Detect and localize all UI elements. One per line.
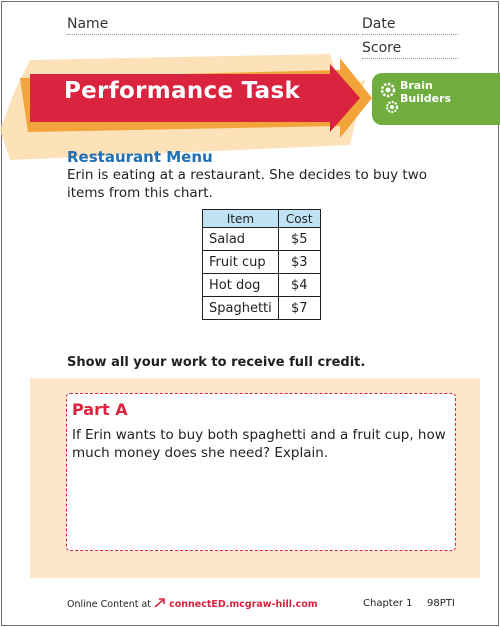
date-label: Date xyxy=(362,16,396,32)
item-cell: Fruit cup xyxy=(203,251,279,274)
problem-intro: Erin is eating at a restaurant. She decides to buy two items from this chart. xyxy=(67,167,427,201)
connected-url-link[interactable]: connectED.mcgraw-hill.com xyxy=(169,599,318,610)
table-row xyxy=(203,251,321,274)
part-a-question: If Erin wants to buy both spaghetti and a fruit cup, how much money does she need? Explain. xyxy=(72,427,446,461)
badge-line-2: Builders xyxy=(400,92,452,105)
column-header-cost: Cost xyxy=(278,210,320,228)
online-content-label: Online Content at xyxy=(67,599,152,610)
table-header-row xyxy=(203,210,321,228)
banner-title: Performance Task xyxy=(64,78,301,104)
menu-table xyxy=(202,209,321,320)
link-arrow-icon xyxy=(154,598,166,608)
table-row xyxy=(203,297,321,320)
item-cell: Spaghetti xyxy=(203,297,279,320)
online-content xyxy=(67,598,318,610)
column-header-item: Item xyxy=(203,210,279,228)
problem-title: Restaurant Menu xyxy=(67,148,213,166)
table-row xyxy=(203,228,321,251)
item-cell: Salad xyxy=(203,228,279,251)
date-line[interactable] xyxy=(362,34,458,35)
instruction-text: Show all your work to receive full credit. xyxy=(67,355,366,370)
cost-cell: $5 xyxy=(278,228,320,251)
part-a-title: Part A xyxy=(72,400,128,419)
chapter-label: Chapter 1 xyxy=(363,598,413,609)
brain-builders-text xyxy=(400,79,451,105)
badge-line-1: Brain xyxy=(400,79,433,92)
gear-icon xyxy=(378,79,402,119)
name-line[interactable] xyxy=(67,34,359,35)
score-label: Score xyxy=(362,40,402,56)
name-label: Name xyxy=(67,16,109,32)
cost-cell: $7 xyxy=(278,297,320,320)
cost-cell: $4 xyxy=(278,274,320,297)
page-number: 98PTI xyxy=(427,598,455,609)
cost-cell: $3 xyxy=(278,251,320,274)
item-cell: Hot dog xyxy=(203,274,279,297)
table-row xyxy=(203,274,321,297)
